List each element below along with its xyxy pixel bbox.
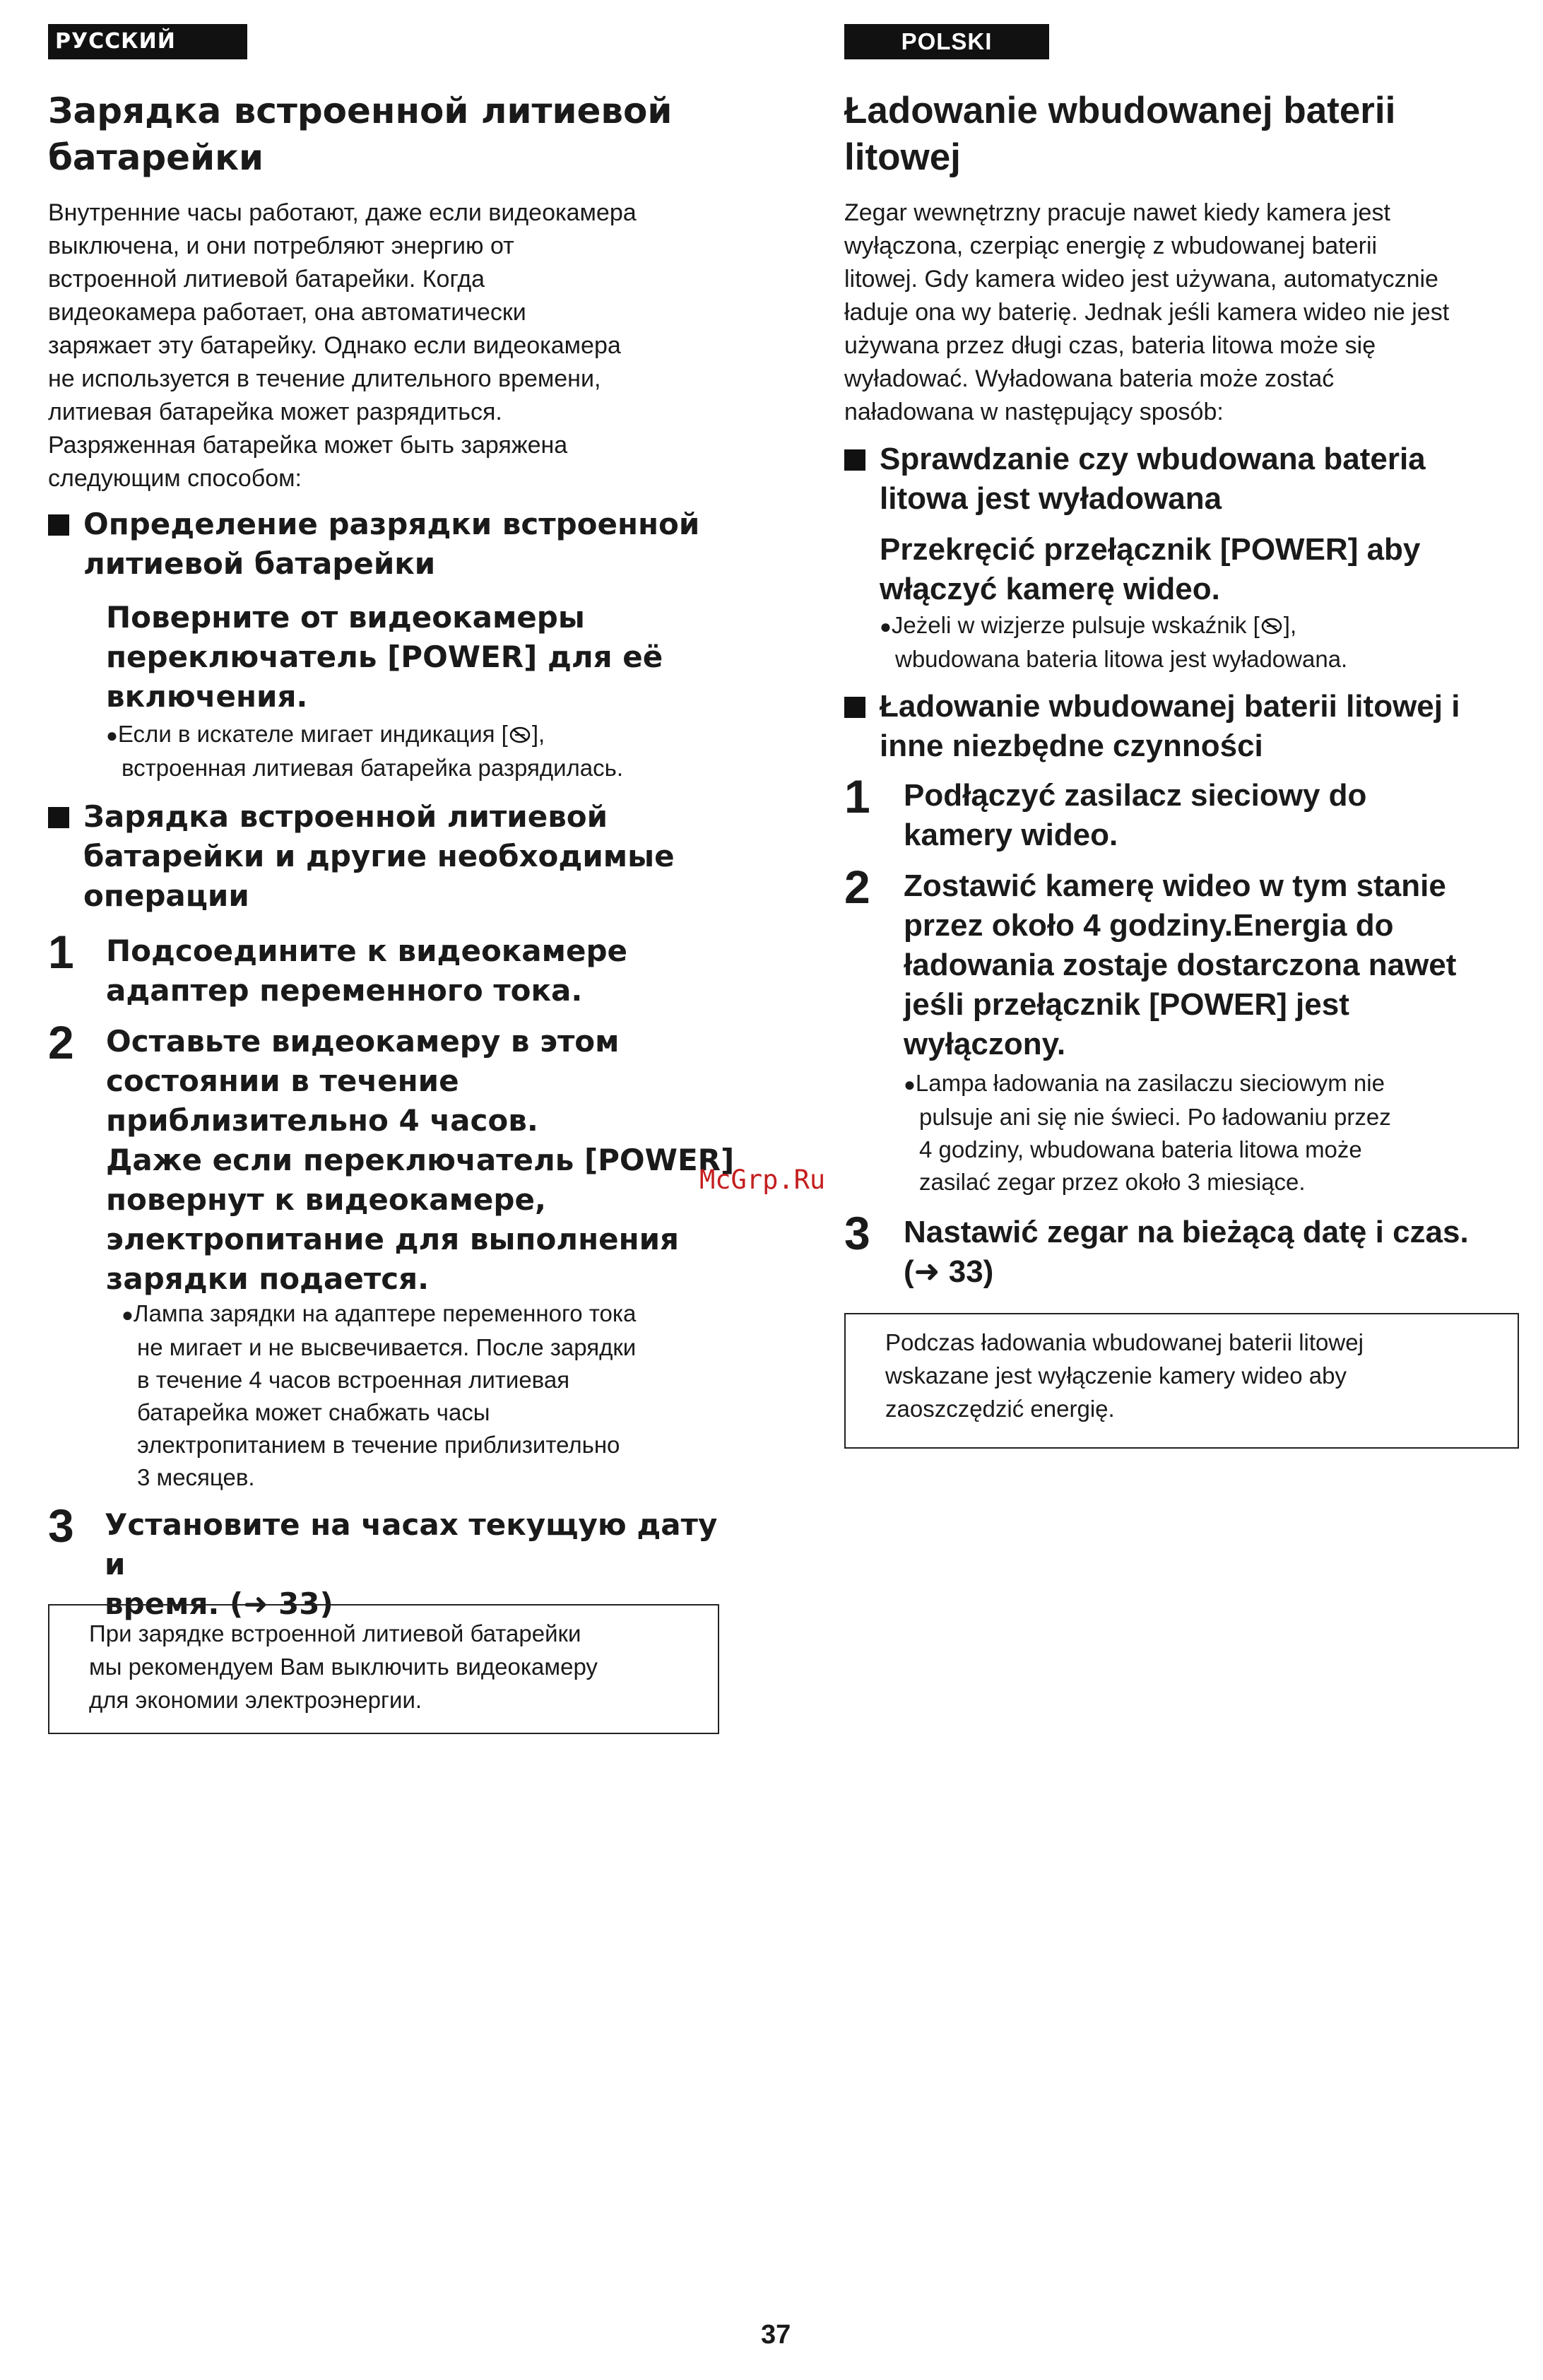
subsection-heading-charge: Зарядка встроенной литиевой батарейки и другие необходимые операции (48, 797, 675, 916)
bullet-note: ●Лампа зарядки на адаптере переменного тока не мигает и не высвечивается. После зарядки в течение 4 часов встроенная литиевая батарейка может снабжать часы электропитанием в течение приблизительно 3 месяцев. (122, 1300, 637, 1490)
square-bullet-icon (48, 807, 69, 828)
square-bullet-icon (844, 697, 865, 718)
square-bullet-icon (844, 449, 865, 471)
step-text: Установите на часах текущую дату и время. (➜ 33) (105, 1507, 718, 1621)
step-number: 2 (844, 861, 870, 913)
section-title: Ładowanie wbudowanej baterii litowej (844, 90, 1396, 178)
subsection-heading-charge: Ładowanie wbudowanej baterii litowej i inne niezbędne czynności (844, 687, 1460, 766)
language-tag: РУССКИЙ ЯЗЫК (48, 24, 247, 59)
bullet-note: ●Lampa ładowania na zasilaczu sieciowym nie pulsuje ani się nie świeci. Po ładowaniu przez 4 godziny, wbudowana bateria litowa może zasilać zegar przez około 3 miesiące. (904, 1070, 1391, 1195)
watermark: McGrp.Ru (699, 1165, 826, 1195)
section-title: Зарядка встроенной литиевой батарейки (48, 90, 673, 178)
note-box: При зарядке встроенной литиевой батарейки мы рекомендуем Вам выключить видеокамеру для экономии электроэнергии. (48, 1604, 719, 1734)
step-number: 1 (844, 770, 870, 823)
step-text: Подсоедините к видеокамере адаптер переменного тока. (106, 933, 628, 1008)
instruction-text: Przekręcić przełącznik [POWER] aby włączyć kamerę wideo. (880, 532, 1421, 606)
step-text: Оставьте видеокамеру в этом состоянии в течение приблизительно 4 часов. Даже если переключатель [POWER] повернут к видеокамере, электропитание для выполнения зарядки подается. (106, 1024, 735, 1296)
intro-paragraph: Внутренние часы работают, даже если видеокамера выключена, и они потребляют энергию от встроенной литиевой батарейки. Когда видеокамера работает, она автоматически заряжает эту батарейку. Однако если видеокамера не используется в течение длительного времени, литиевая батарейка может разрядиться. Разряженная батарейка может быть заряжена следующим способом: (48, 199, 637, 492)
step-text: Nastawić zegar na bieżącą datę i czas. (➜ 33) (904, 1215, 1469, 1289)
battery-warning-icon (508, 725, 532, 745)
subsection-heading-check: Sprawdzanie czy wbudowana bateria litowa jest wyładowana (844, 440, 1426, 519)
square-bullet-icon (48, 514, 69, 536)
step-number: 1 (48, 926, 74, 978)
step-number: 3 (48, 1500, 74, 1552)
step-text: Zostawić kamerę wideo w tym stanie przez około 4 godziny.Energia do ładowania zostaje dostarczona nawet jeśli przełącznik [POWER] jest wyłączony. (904, 868, 1457, 1061)
step-number: 3 (844, 1207, 870, 1259)
bullet-note: ●Если в искателе мигает индикация [ ], встроенная литиевая батарейка разрядилась. (106, 721, 623, 781)
instruction-text: Поверните от видеокамеры переключатель [POWER] для её включения. (106, 600, 663, 714)
battery-warning-icon (1260, 616, 1284, 636)
note-box: Podczas ładowania wbudowanej baterii litowej wskazane jest wyłączenie kamery wideo aby zaoszczędzić energię. (844, 1313, 1519, 1449)
bullet-note: ●Jeżeli w wizjerze pulsuje wskaźnik [ ], wbudowana bateria litowa jest wyładowana. (880, 612, 1348, 672)
language-tag: POLSKI (844, 24, 1049, 59)
step-text: Podłączyć zasilacz sieciowy do kamery wideo. (904, 778, 1367, 852)
subsection-heading-check: Определение разрядки встроенной литиевой батарейки (48, 505, 699, 584)
step-number: 2 (48, 1016, 74, 1068)
intro-paragraph: Zegar wewnętrzny pracuje nawet kiedy kamera jest wyłączona, czerpiąc energię z wbudowanej baterii litowej. Gdy kamera wideo jest używana, automatycznie ładuje ona wy baterię. Jednak jeśli kamera wideo nie jest używana przez długi czas, bateria litowa może się wyładować. Wyładowana bateria może zostać naładowana w następujący sposób: (844, 199, 1450, 425)
page-number: 37 (761, 2320, 791, 2350)
